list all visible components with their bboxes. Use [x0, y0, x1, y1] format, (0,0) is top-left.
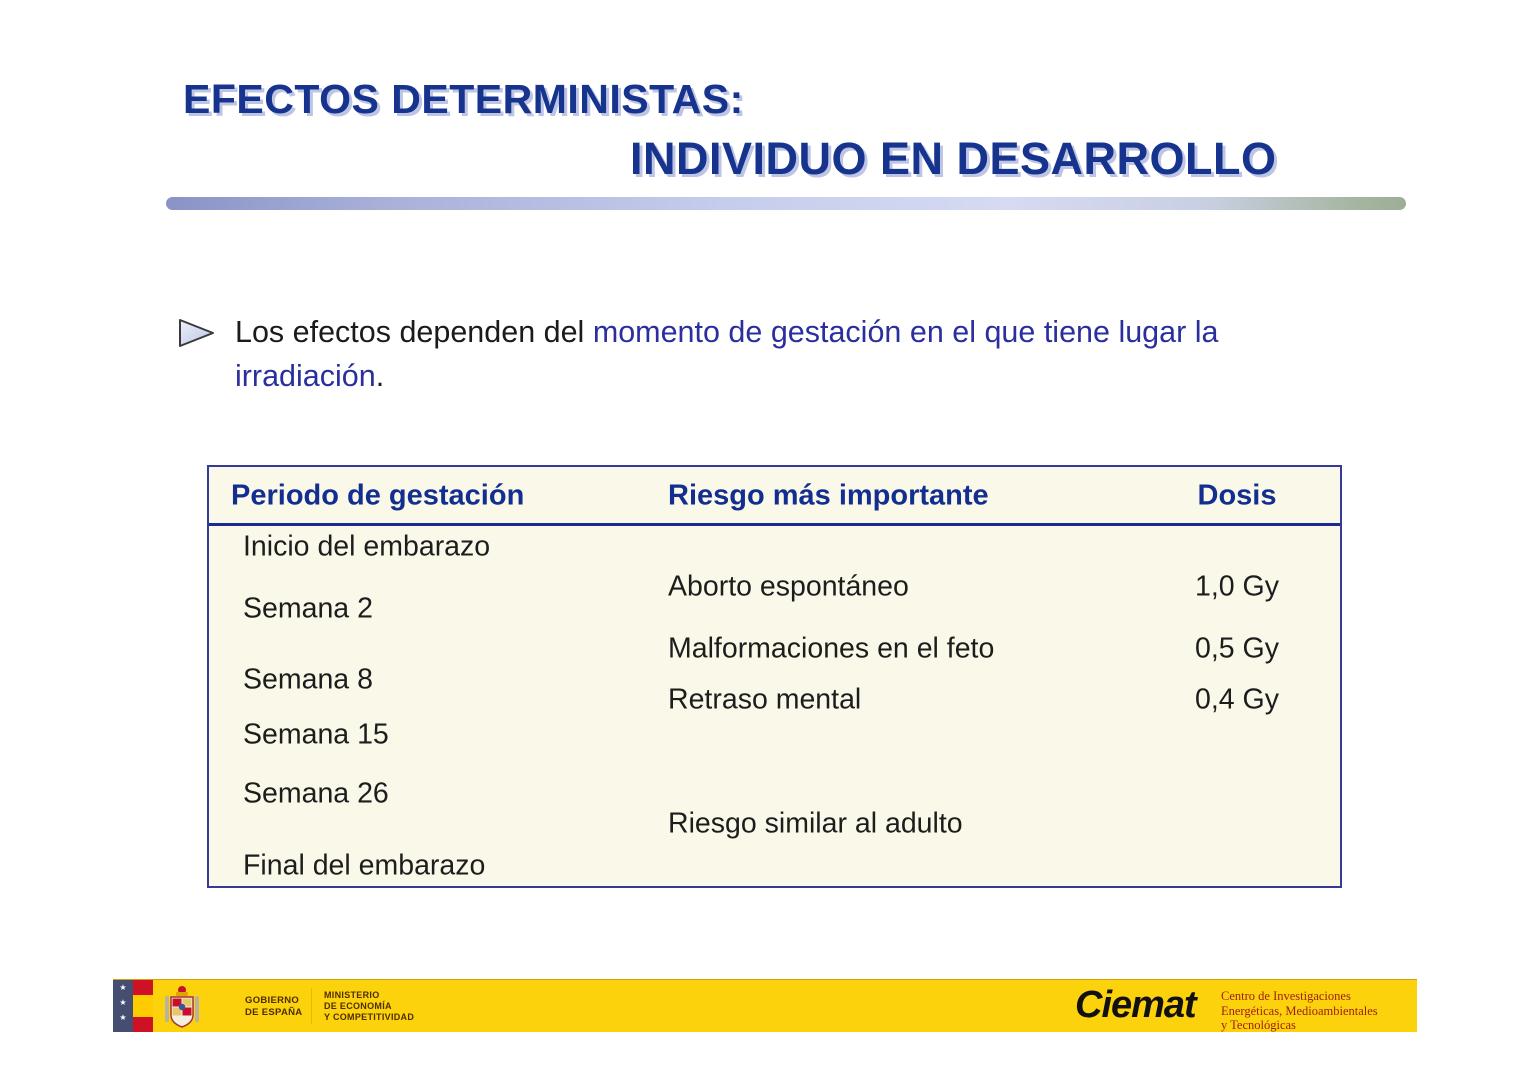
col-header-dosis: Dosis	[1197, 479, 1277, 512]
bullet-text-period: .	[375, 359, 385, 393]
period-final-embarazo: Final del embarazo	[243, 849, 486, 882]
period-semana-8: Semana 8	[243, 663, 373, 696]
bullet-text-black: Los efectos dependen del	[235, 315, 593, 349]
period-semana-15: Semana 15	[243, 718, 389, 751]
slide-title-line2: INDIVIDUO EN DESARROLLO	[630, 133, 1277, 184]
risk-malformaciones: Malformaciones en el feto	[668, 632, 995, 665]
dose-0-5-gy: 0,5 Gy	[1195, 632, 1279, 665]
period-semana-26: Semana 26	[243, 777, 389, 810]
spain-flag-strip	[133, 980, 153, 1032]
risk-similar-adulto: Riesgo similar al adulto	[668, 807, 963, 840]
flag-red-band	[133, 1017, 153, 1032]
star-icon: ★	[119, 1013, 127, 1022]
gobierno-line1: GOBIERNO	[245, 995, 300, 1006]
triangle-bullet-icon	[178, 318, 216, 348]
col-header-periodo: Periodo de gestación	[231, 479, 525, 512]
ciemat-line1: Centro de Investigaciones	[1221, 989, 1351, 1003]
dose-0-4-gy: 0,4 Gy	[1195, 683, 1279, 716]
risk-retraso-mental: Retraso mental	[668, 683, 862, 716]
ministerio-line2: DE ECONOMÍA	[324, 1001, 392, 1011]
gobierno-line2: DE ESPAÑA	[245, 1006, 303, 1018]
bullet-paragraph	[235, 310, 1325, 398]
gobierno-stars-strip	[113, 980, 133, 1032]
table-header-rule	[209, 523, 1340, 526]
star-icon: ★	[119, 998, 127, 1007]
col-header-riesgo: Riesgo más importante	[668, 479, 989, 512]
ministerio-line1: MINISTERIO	[324, 990, 380, 1000]
ministerio-line3: Y COMPETITIVIDAD	[324, 1012, 415, 1022]
title-divider-rule	[166, 197, 1406, 210]
risk-aborto: Aborto espontáneo	[668, 570, 909, 603]
ciemat-full-name	[1221, 989, 1378, 1033]
flag-yellow-band	[133, 995, 153, 1017]
slide-title-line1: EFECTOS DETERMINISTAS:	[183, 76, 744, 122]
ciemat-line3: y Tecnológicas	[1221, 1018, 1296, 1032]
bullet-text-blue: momento de gestación en el que tiene lugar la irradiación	[235, 315, 1219, 393]
dose-1-0-gy: 1,0 Gy	[1195, 570, 1279, 603]
ciemat-line2: Energéticas, Medioambientales	[1221, 1003, 1378, 1018]
spain-coat-of-arms-icon	[159, 982, 205, 1030]
ciemat-logo: Ciemat	[1075, 984, 1196, 1026]
ministerio-label	[324, 990, 414, 1023]
footer-bar	[113, 979, 1417, 1032]
flag-red-band	[133, 980, 153, 995]
period-inicio-embarazo: Inicio del embarazo	[243, 530, 491, 563]
gobierno-de-espana-label	[245, 995, 302, 1018]
star-icon: ★	[119, 983, 127, 992]
logo-divider	[311, 988, 312, 1024]
period-semana-2: Semana 2	[243, 592, 373, 625]
gestation-table	[207, 465, 1342, 888]
